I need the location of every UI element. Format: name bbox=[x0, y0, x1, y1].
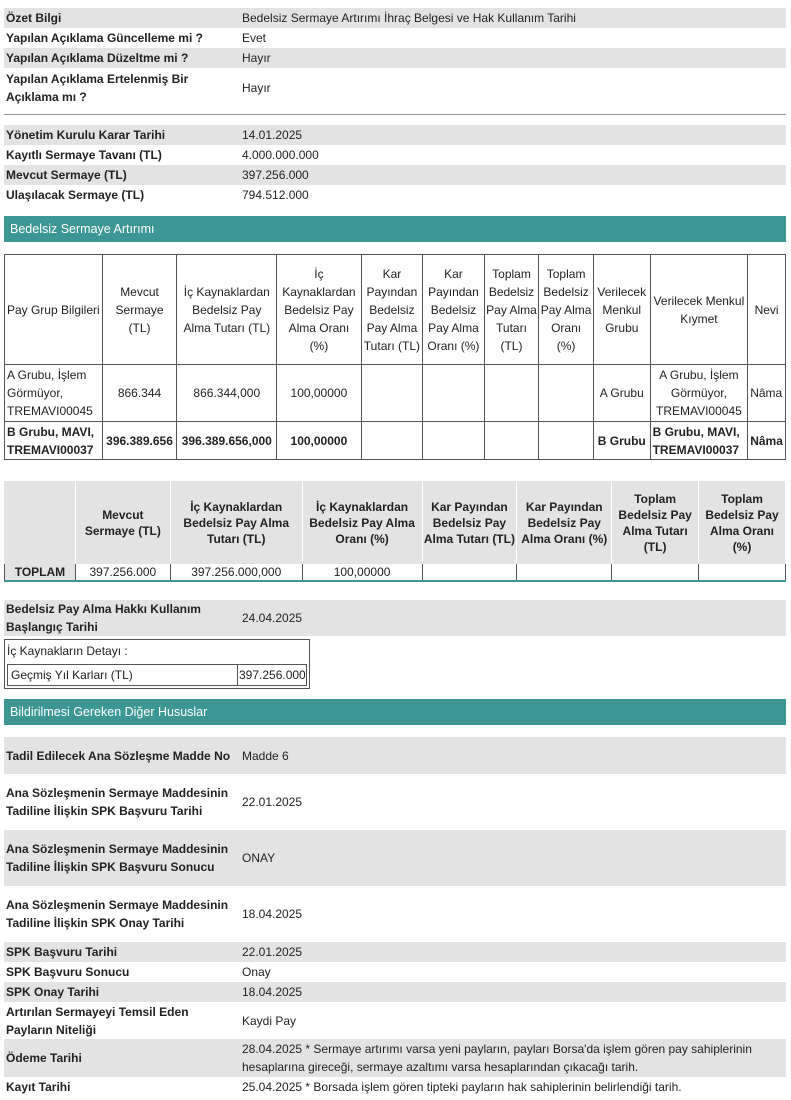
column-header: İç Kaynaklardan Bedelsiz Pay Alma Tutarı (TL) bbox=[170, 482, 302, 564]
column-header: Pay Grup Bilgileri bbox=[5, 255, 103, 365]
summary-value: Evet bbox=[242, 31, 267, 45]
divider bbox=[4, 114, 786, 115]
summary-table bbox=[4, 8, 786, 108]
column-header: Kar Payından Bedelsiz Pay Alma Oranı (%) bbox=[423, 255, 485, 365]
table-cell: 100,00000 bbox=[277, 365, 362, 422]
other-row bbox=[4, 737, 786, 774]
other-label: Kayıt Tarihi bbox=[6, 1080, 71, 1094]
column-header: Verilecek Menkul Kıymet bbox=[650, 255, 748, 365]
other-value: Madde 6 bbox=[238, 737, 786, 774]
column-header: Nevi bbox=[748, 255, 786, 365]
column-header: Toplam Bedelsiz Pay Alma Oranı (%) bbox=[539, 255, 594, 365]
other-value: Onay bbox=[242, 965, 271, 979]
other-value: 18.04.2025 bbox=[238, 982, 786, 1002]
other-row bbox=[4, 1077, 786, 1097]
other-row bbox=[4, 942, 786, 962]
empty-header bbox=[5, 482, 76, 564]
column-header: Kar Payından Bedelsiz Pay Alma Oranı (%) bbox=[517, 482, 612, 564]
table-row bbox=[5, 365, 786, 422]
other-value: 22.01.2025 bbox=[242, 795, 303, 809]
other-label: Tadil Edilecek Ana Sözleşme Madde No bbox=[4, 737, 238, 774]
column-header: Mevcut Sermaye (TL) bbox=[75, 482, 170, 564]
column-header: Mevcut Sermaye (TL) bbox=[102, 255, 177, 365]
table-cell bbox=[612, 564, 699, 582]
other-value: Kaydi Pay bbox=[242, 1013, 297, 1028]
table-cell: 396.389.656 bbox=[102, 422, 177, 460]
total-row bbox=[5, 564, 786, 582]
rights-table bbox=[4, 600, 786, 636]
summary-row bbox=[4, 8, 786, 28]
capital-row bbox=[4, 185, 786, 205]
table-cell: A Grubu bbox=[593, 365, 650, 422]
other-value: 22.01.2025 bbox=[238, 942, 786, 962]
column-header: İç Kaynaklardan Bedelsiz Pay Alma Oranı (%) bbox=[277, 255, 362, 365]
other-label: Ana Sözleşmenin Sermaye Maddesinin Tadiline İlişkin SPK Başvuru Tarihi bbox=[6, 786, 229, 818]
table-cell bbox=[517, 564, 612, 582]
capital-value: 397.256.000 bbox=[238, 165, 786, 185]
capital-value: 4.000.000.000 bbox=[242, 148, 319, 162]
other-table bbox=[4, 737, 786, 1097]
table-row bbox=[5, 422, 786, 460]
column-header: Kar Payından Bedelsiz Pay Alma Tutarı (TL) bbox=[361, 255, 423, 365]
other-row bbox=[4, 1039, 786, 1077]
table-cell: 866.344 bbox=[102, 365, 177, 422]
table-cell bbox=[539, 365, 594, 422]
summary-row bbox=[4, 68, 786, 108]
other-row bbox=[4, 830, 786, 886]
capital-label: Ulaşılacak Sermaye (TL) bbox=[6, 188, 145, 202]
summary-label: Yapılan Açıklama Ertelenmiş Bir Açıklama mı ? bbox=[6, 72, 189, 104]
capital-label: Mevcut Sermaye (TL) bbox=[4, 165, 238, 185]
section-header-diger: Bildirilmesi Gereken Diğer Hususlar bbox=[4, 699, 786, 725]
capital-row bbox=[4, 165, 786, 185]
other-label: Ana Sözleşmenin Sermaye Maddesinin Tadiline İlişkin SPK Onay Tarihi bbox=[6, 898, 229, 930]
total-table bbox=[4, 481, 786, 582]
table-cell bbox=[484, 422, 539, 460]
other-row bbox=[4, 774, 786, 830]
other-row bbox=[4, 886, 786, 942]
total-header-row bbox=[5, 482, 786, 564]
summary-label: Yapılan Açıklama Düzeltme mi ? bbox=[4, 48, 238, 68]
other-value: ONAY bbox=[238, 830, 786, 886]
table-cell bbox=[422, 564, 517, 582]
column-header: İç Kaynaklardan Bedelsiz Pay Alma Tutarı (TL) bbox=[177, 255, 277, 365]
internal-sources-label: Geçmiş Yıl Karları (TL) bbox=[8, 665, 238, 685]
other-row bbox=[4, 1002, 786, 1039]
table-cell bbox=[699, 564, 786, 582]
table-cell bbox=[484, 365, 539, 422]
capital-row bbox=[4, 145, 786, 165]
other-row bbox=[4, 982, 786, 1002]
table-cell bbox=[361, 365, 423, 422]
other-value: 28.04.2025 * Sermaye artırımı varsa yeni payların, payları Borsa'da işlem gören pay sahiplerinin hesaplarına gireceği, sermaye azaltımı varsa hesaplarından çıkacağı tarih. bbox=[238, 1039, 786, 1077]
table-cell: 100,00000 bbox=[302, 564, 422, 582]
capital-label: Kayıtlı Sermaye Tavanı (TL) bbox=[6, 148, 162, 162]
capital-table bbox=[4, 125, 786, 205]
table-cell: B Grubu, MAVI, TREMAVI00037 bbox=[650, 422, 748, 460]
rights-row bbox=[4, 600, 786, 636]
summary-row bbox=[4, 48, 786, 68]
other-label: SPK Başvuru Tarihi bbox=[4, 942, 238, 962]
column-header: Kar Payından Bedelsiz Pay Alma Tutarı (TL) bbox=[422, 482, 517, 564]
capital-value: 794.512.000 bbox=[242, 188, 309, 202]
internal-sources-title: İç Kaynakların Detayı : bbox=[7, 644, 128, 658]
internal-sources-row bbox=[7, 664, 307, 686]
column-header: Toplam Bedelsiz Pay Alma Oranı (%) bbox=[699, 482, 786, 564]
capital-row bbox=[4, 125, 786, 145]
other-label: Ana Sözleşmenin Sermaye Maddesinin Tadiline İlişkin SPK Başvuru Sonucu bbox=[4, 830, 238, 886]
table-cell: Nâma bbox=[748, 365, 786, 422]
table-cell: 397.256.000 bbox=[75, 564, 170, 582]
summary-value: Bedelsiz Sermaye Artırımı İhraç Belgesi ve Hak Kullanım Tarihi bbox=[238, 8, 786, 28]
table-cell: A Grubu, İşlem Görmüyor, TREMAVI00045 bbox=[5, 365, 103, 422]
pay-group-table bbox=[4, 254, 786, 460]
other-label: SPK Onay Tarihi bbox=[4, 982, 238, 1002]
rights-label: Bedelsiz Pay Alma Hakkı Kullanım Başlangıç Tarihi bbox=[4, 600, 238, 636]
other-label: Ödeme Tarihi bbox=[4, 1039, 238, 1077]
table-cell bbox=[423, 365, 485, 422]
summary-value: Hayır bbox=[238, 48, 786, 68]
internal-sources-value: 397.256.000 bbox=[239, 668, 306, 682]
capital-label: Yönetim Kurulu Karar Tarihi bbox=[4, 125, 238, 145]
table-cell: A Grubu, İşlem Görmüyor, TREMAVI00045 bbox=[650, 365, 748, 422]
table-cell bbox=[423, 422, 485, 460]
other-value: 18.04.2025 bbox=[242, 907, 303, 921]
table-cell bbox=[361, 422, 423, 460]
summary-value: Hayır bbox=[242, 81, 271, 95]
other-row bbox=[4, 962, 786, 982]
summary-row bbox=[4, 28, 786, 48]
table-cell: 396.389.656,000 bbox=[177, 422, 277, 460]
summary-label: Yapılan Açıklama Güncelleme mi ? bbox=[6, 31, 203, 45]
total-label: TOPLAM bbox=[5, 564, 76, 582]
table-header-row bbox=[5, 255, 786, 365]
internal-sources-box bbox=[4, 639, 310, 689]
table-cell: 397.256.000,000 bbox=[170, 564, 302, 582]
other-label: Artırılan Sermayeyi Temsil Eden Payların Niteliği bbox=[6, 1004, 189, 1037]
column-header: Verilecek Menkul Grubu bbox=[593, 255, 650, 365]
table-cell: Nâma bbox=[748, 422, 786, 460]
section-header-bedelsiz: Bedelsiz Sermaye Artırımı bbox=[4, 216, 786, 242]
table-cell bbox=[539, 422, 594, 460]
table-cell: B Grubu, MAVI, TREMAVI00037 bbox=[5, 422, 103, 460]
capital-value: 14.01.2025 bbox=[238, 125, 786, 145]
column-header: İç Kaynaklardan Bedelsiz Pay Alma Oranı (%) bbox=[302, 482, 422, 564]
table-cell: 100,00000 bbox=[277, 422, 362, 460]
table-cell: B Grubu bbox=[593, 422, 650, 460]
column-header: Toplam Bedelsiz Pay Alma Tutarı (TL) bbox=[484, 255, 539, 365]
other-value: 25.04.2025 * Borsada işlem gören tipteki payların hak sahiplerinin belirlendiği tarih. bbox=[242, 1080, 682, 1094]
summary-label: Özet Bilgi bbox=[4, 8, 238, 28]
rights-value: 24.04.2025 bbox=[238, 600, 786, 636]
table-cell: 866.344,000 bbox=[177, 365, 277, 422]
other-label: SPK Başvuru Sonucu bbox=[6, 965, 130, 979]
column-header: Toplam Bedelsiz Pay Alma Tutarı (TL) bbox=[612, 482, 699, 564]
